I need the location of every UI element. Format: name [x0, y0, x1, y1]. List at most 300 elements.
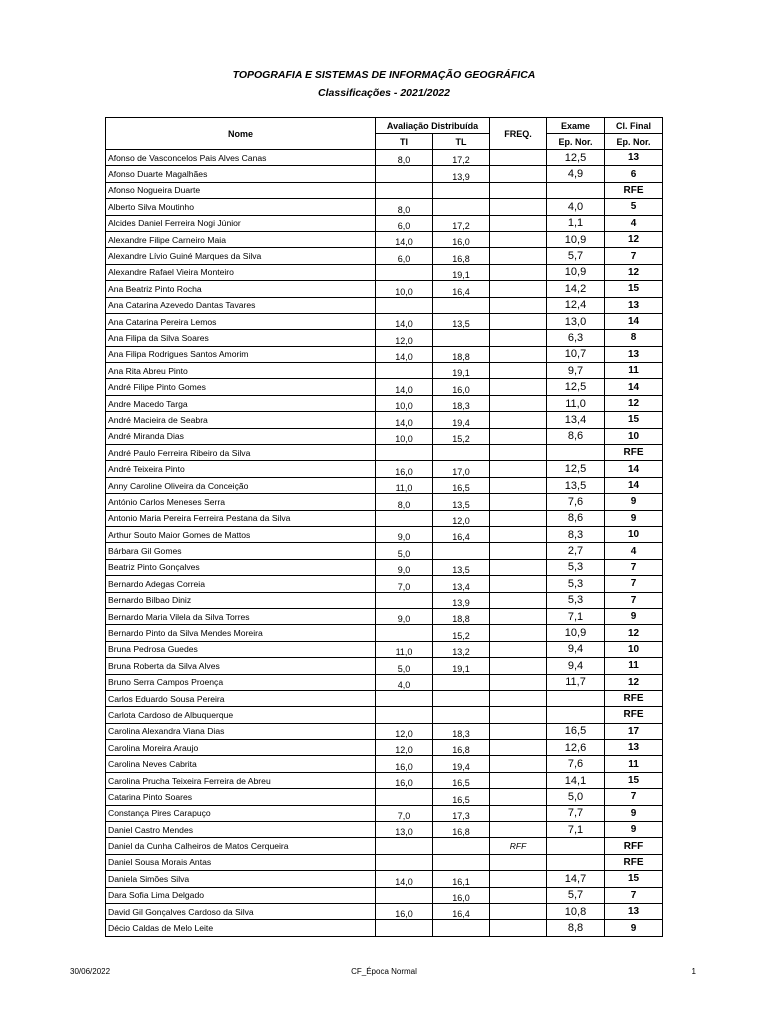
table-row — [106, 920, 663, 936]
table-row — [106, 526, 663, 542]
freq-cell — [490, 903, 547, 919]
student-name-cell: Daniela Simões Silva — [106, 871, 376, 887]
student-name-cell: Antonio Maria Pereira Ferreira Pestana da Silva — [106, 510, 376, 526]
table-row — [106, 756, 663, 772]
final-grade-cell: 14 — [605, 477, 663, 493]
exam-grade-cell: 10,9 — [547, 264, 605, 280]
tl-grade-cell: 16,8 — [433, 822, 490, 838]
ti-grade-cell: 12,0 — [376, 723, 433, 739]
student-name-cell: Ana Filipa da Silva Soares — [106, 330, 376, 346]
freq-cell — [490, 428, 547, 444]
exam-grade-cell — [547, 707, 605, 723]
ti-grade-cell: 16,0 — [376, 903, 433, 919]
exam-grade-cell: 12,6 — [547, 740, 605, 756]
table-row — [106, 281, 663, 297]
student-name-cell: Bárbara Gil Gomes — [106, 543, 376, 559]
table-row — [106, 494, 663, 510]
tl-grade-cell: 13,2 — [433, 641, 490, 657]
exam-grade-cell: 7,7 — [547, 805, 605, 821]
ti-grade-cell — [376, 887, 433, 903]
header-ti: TI — [376, 134, 433, 150]
freq-cell — [490, 641, 547, 657]
exam-grade-cell: 5,3 — [547, 576, 605, 592]
header-exame-epoca: Ep. Nor. — [547, 134, 605, 150]
exam-grade-cell — [547, 182, 605, 198]
table-row — [106, 412, 663, 428]
tl-grade-cell: 17,2 — [433, 150, 490, 166]
exam-grade-cell: 10,8 — [547, 903, 605, 919]
tl-grade-cell: 16,0 — [433, 379, 490, 395]
freq-cell — [490, 756, 547, 772]
student-name-cell: Bernardo Pinto da Silva Mendes Moreira — [106, 625, 376, 641]
freq-cell — [490, 346, 547, 362]
tl-grade-cell: 19,1 — [433, 363, 490, 379]
freq-cell — [490, 166, 547, 182]
student-name-cell: António Carlos Meneses Serra — [106, 494, 376, 510]
footer-sheet-name: CF_Época Normal — [351, 967, 417, 976]
exam-grade-cell — [547, 690, 605, 706]
exam-grade-cell — [547, 854, 605, 870]
final-grade-cell: 14 — [605, 313, 663, 329]
student-name-cell: Ana Filipa Rodrigues Santos Amorim — [106, 346, 376, 362]
tl-grade-cell: 19,1 — [433, 264, 490, 280]
table-row — [106, 395, 663, 411]
table-row — [106, 297, 663, 313]
tl-grade-cell: 16,4 — [433, 281, 490, 297]
final-grade-cell: 13 — [605, 346, 663, 362]
exam-grade-cell: 8,3 — [547, 526, 605, 542]
freq-cell — [490, 592, 547, 608]
student-name-cell: Anny Caroline Oliveira da Conceição — [106, 477, 376, 493]
final-grade-cell: 9 — [605, 510, 663, 526]
ti-grade-cell: 14,0 — [376, 412, 433, 428]
grades-table-body — [106, 150, 663, 937]
ti-grade-cell — [376, 445, 433, 461]
tl-grade-cell — [433, 920, 490, 936]
final-grade-cell: 4 — [605, 543, 663, 559]
tl-grade-cell — [433, 330, 490, 346]
tl-grade-cell: 18,3 — [433, 395, 490, 411]
exam-grade-cell: 12,5 — [547, 150, 605, 166]
freq-cell — [490, 412, 547, 428]
student-name-cell: Afonso de Vasconcelos Pais Alves Canas — [106, 150, 376, 166]
table-row — [106, 477, 663, 493]
ti-grade-cell: 14,0 — [376, 379, 433, 395]
freq-cell — [490, 887, 547, 903]
freq-cell — [490, 822, 547, 838]
ti-grade-cell — [376, 625, 433, 641]
student-name-cell: Bruno Serra Campos Proença — [106, 674, 376, 690]
tl-grade-cell: 19,1 — [433, 658, 490, 674]
ti-grade-cell — [376, 264, 433, 280]
table-row — [106, 871, 663, 887]
tl-grade-cell: 18,8 — [433, 608, 490, 624]
ti-grade-cell — [376, 707, 433, 723]
freq-cell — [490, 559, 547, 575]
freq-cell: RFF — [490, 838, 547, 854]
student-name-cell: Carolina Alexandra Viana Dias — [106, 723, 376, 739]
final-grade-cell: 7 — [605, 789, 663, 805]
table-row — [106, 690, 663, 706]
student-name-cell: Catarina Pinto Soares — [106, 789, 376, 805]
ti-grade-cell: 16,0 — [376, 772, 433, 788]
final-grade-cell: 11 — [605, 658, 663, 674]
final-grade-cell: 11 — [605, 363, 663, 379]
header-exame: Exame — [547, 118, 605, 134]
student-name-cell: Carolina Moreira Araujo — [106, 740, 376, 756]
ti-grade-cell: 12,0 — [376, 330, 433, 346]
ti-grade-cell — [376, 838, 433, 854]
final-grade-cell: RFE — [605, 690, 663, 706]
tl-grade-cell: 13,9 — [433, 592, 490, 608]
freq-cell — [490, 264, 547, 280]
exam-grade-cell: 8,6 — [547, 510, 605, 526]
final-grade-cell: 9 — [605, 920, 663, 936]
student-name-cell: Daniel Sousa Morais Antas — [106, 854, 376, 870]
tl-grade-cell: 13,9 — [433, 166, 490, 182]
table-row — [106, 641, 663, 657]
freq-cell — [490, 707, 547, 723]
ti-grade-cell: 16,0 — [376, 756, 433, 772]
ti-grade-cell: 9,0 — [376, 559, 433, 575]
freq-cell — [490, 510, 547, 526]
header-avaliacao: Avaliação Distribuída — [376, 118, 490, 134]
ti-grade-cell: 10,0 — [376, 428, 433, 444]
freq-cell — [490, 215, 547, 231]
tl-grade-cell: 16,8 — [433, 740, 490, 756]
exam-grade-cell: 5,0 — [547, 789, 605, 805]
tl-grade-cell: 19,4 — [433, 412, 490, 428]
ti-grade-cell: 11,0 — [376, 477, 433, 493]
tl-grade-cell — [433, 707, 490, 723]
tl-grade-cell: 15,2 — [433, 625, 490, 641]
freq-cell — [490, 526, 547, 542]
exam-grade-cell: 8,6 — [547, 428, 605, 444]
final-grade-cell: 4 — [605, 215, 663, 231]
tl-grade-cell — [433, 199, 490, 215]
exam-grade-cell: 14,7 — [547, 871, 605, 887]
ti-grade-cell: 14,0 — [376, 313, 433, 329]
final-grade-cell: 10 — [605, 641, 663, 657]
tl-grade-cell: 16,5 — [433, 477, 490, 493]
freq-cell — [490, 363, 547, 379]
student-name-cell: Décio Caldas de Melo Leite — [106, 920, 376, 936]
tl-grade-cell: 19,4 — [433, 756, 490, 772]
student-name-cell: Alcides Daniel Ferreira Nogi Júnior — [106, 215, 376, 231]
final-grade-cell: RFE — [605, 182, 663, 198]
freq-cell — [490, 690, 547, 706]
student-name-cell: Alexandre Rafael Vieira Monteiro — [106, 264, 376, 280]
exam-grade-cell: 14,2 — [547, 281, 605, 297]
ti-grade-cell: 11,0 — [376, 641, 433, 657]
freq-cell — [490, 805, 547, 821]
final-grade-cell: 10 — [605, 428, 663, 444]
grades-table — [105, 117, 663, 937]
freq-cell — [490, 674, 547, 690]
tl-grade-cell: 18,8 — [433, 346, 490, 362]
table-row — [106, 330, 663, 346]
tl-grade-cell: 16,4 — [433, 903, 490, 919]
freq-cell — [490, 477, 547, 493]
table-row — [106, 576, 663, 592]
tl-grade-cell — [433, 297, 490, 313]
tl-grade-cell — [433, 838, 490, 854]
exam-grade-cell: 1,1 — [547, 215, 605, 231]
tl-grade-cell: 13,5 — [433, 313, 490, 329]
final-grade-cell: 17 — [605, 723, 663, 739]
table-row — [106, 772, 663, 788]
final-grade-cell: RFF — [605, 838, 663, 854]
table-row — [106, 887, 663, 903]
final-grade-cell: 15 — [605, 772, 663, 788]
student-name-cell: Alexandre Filipe Carneiro Maia — [106, 231, 376, 247]
table-row — [106, 379, 663, 395]
freq-cell — [490, 379, 547, 395]
ti-grade-cell — [376, 182, 433, 198]
table-row — [106, 707, 663, 723]
student-name-cell: Bruna Pedrosa Guedes — [106, 641, 376, 657]
final-grade-cell: RFE — [605, 445, 663, 461]
final-grade-cell: 13 — [605, 297, 663, 313]
ti-grade-cell: 14,0 — [376, 871, 433, 887]
header-final-epoca: Ep. Nor. — [605, 134, 663, 150]
tl-grade-cell: 16,5 — [433, 772, 490, 788]
ti-grade-cell: 6,0 — [376, 248, 433, 264]
final-grade-cell: 9 — [605, 608, 663, 624]
table-row — [106, 625, 663, 641]
ti-grade-cell — [376, 789, 433, 805]
table-row — [106, 740, 663, 756]
student-name-cell: Carlota Cardoso de Albuquerque — [106, 707, 376, 723]
ti-grade-cell: 4,0 — [376, 674, 433, 690]
final-grade-cell: 12 — [605, 231, 663, 247]
table-row — [106, 428, 663, 444]
table-row — [106, 903, 663, 919]
final-grade-cell: 14 — [605, 461, 663, 477]
table-row — [106, 150, 663, 166]
tl-grade-cell: 13,4 — [433, 576, 490, 592]
freq-cell — [490, 871, 547, 887]
freq-cell — [490, 494, 547, 510]
freq-cell — [490, 576, 547, 592]
table-row — [106, 805, 663, 821]
tl-grade-cell: 13,5 — [433, 559, 490, 575]
tl-grade-cell: 16,5 — [433, 789, 490, 805]
freq-cell — [490, 789, 547, 805]
tl-grade-cell: 16,0 — [433, 887, 490, 903]
final-grade-cell: 6 — [605, 166, 663, 182]
student-name-cell: Bernardo Bilbao Diniz — [106, 592, 376, 608]
header-nome: Nome — [106, 118, 376, 150]
ti-grade-cell — [376, 592, 433, 608]
exam-grade-cell: 4,9 — [547, 166, 605, 182]
exam-grade-cell: 10,9 — [547, 625, 605, 641]
student-name-cell: Daniel Castro Mendes — [106, 822, 376, 838]
ti-grade-cell: 7,0 — [376, 576, 433, 592]
final-grade-cell: 15 — [605, 871, 663, 887]
freq-cell — [490, 281, 547, 297]
tl-grade-cell — [433, 674, 490, 690]
table-row — [106, 199, 663, 215]
freq-cell — [490, 182, 547, 198]
tl-grade-cell: 18,3 — [433, 723, 490, 739]
ti-grade-cell: 6,0 — [376, 215, 433, 231]
ti-grade-cell: 9,0 — [376, 608, 433, 624]
table-row — [106, 215, 663, 231]
tl-grade-cell: 17,3 — [433, 805, 490, 821]
final-grade-cell: RFE — [605, 854, 663, 870]
exam-grade-cell: 13,5 — [547, 477, 605, 493]
freq-cell — [490, 248, 547, 264]
exam-grade-cell: 9,4 — [547, 641, 605, 657]
table-row — [106, 313, 663, 329]
student-name-cell: Daniel da Cunha Calheiros de Matos Cerqueira — [106, 838, 376, 854]
freq-cell — [490, 543, 547, 559]
footer-date: 30/06/2022 — [70, 967, 111, 976]
header-final: Cl. Final — [605, 118, 663, 134]
exam-grade-cell: 4,0 — [547, 199, 605, 215]
student-name-cell: André Miranda Dias — [106, 428, 376, 444]
table-row — [106, 723, 663, 739]
ti-grade-cell — [376, 363, 433, 379]
student-name-cell: André Macieira de Seabra — [106, 412, 376, 428]
tl-grade-cell: 16,8 — [433, 248, 490, 264]
ti-grade-cell: 10,0 — [376, 281, 433, 297]
final-grade-cell: 15 — [605, 412, 663, 428]
ti-grade-cell: 10,0 — [376, 395, 433, 411]
tl-grade-cell — [433, 543, 490, 559]
header-freq: FREQ. — [490, 118, 547, 150]
document-title: TOPOGRAFIA E SISTEMAS DE INFORMAÇÃO GEOGRÁFICA — [232, 69, 536, 81]
tl-grade-cell: 17,0 — [433, 461, 490, 477]
freq-cell — [490, 740, 547, 756]
exam-grade-cell: 2,7 — [547, 543, 605, 559]
tl-grade-cell — [433, 854, 490, 870]
tl-grade-cell: 16,4 — [433, 526, 490, 542]
table-row — [106, 445, 663, 461]
ti-grade-cell: 8,0 — [376, 494, 433, 510]
document-subtitle: Classificações - 2021/2022 — [318, 87, 450, 99]
freq-cell — [490, 461, 547, 477]
table-row — [106, 822, 663, 838]
table-row — [106, 461, 663, 477]
student-name-cell: Arthur Souto Maior Gomes de Mattos — [106, 526, 376, 542]
exam-grade-cell: 7,6 — [547, 494, 605, 510]
student-name-cell: Carolina Prucha Teixeira Ferreira de Abreu — [106, 772, 376, 788]
freq-cell — [490, 772, 547, 788]
final-grade-cell: RFE — [605, 707, 663, 723]
exam-grade-cell: 10,9 — [547, 231, 605, 247]
exam-grade-cell: 9,4 — [547, 658, 605, 674]
table-row — [106, 543, 663, 559]
table-row — [106, 789, 663, 805]
exam-grade-cell: 7,6 — [547, 756, 605, 772]
student-name-cell: Bernardo Maria Vilela da Silva Torres — [106, 608, 376, 624]
student-name-cell: Carlos Eduardo Sousa Pereira — [106, 690, 376, 706]
ti-grade-cell: 5,0 — [376, 543, 433, 559]
freq-cell — [490, 297, 547, 313]
tl-grade-cell: 13,5 — [433, 494, 490, 510]
exam-grade-cell: 5,7 — [547, 248, 605, 264]
ti-grade-cell: 8,0 — [376, 150, 433, 166]
ti-grade-cell: 9,0 — [376, 526, 433, 542]
header-tl: TL — [433, 134, 490, 150]
table-row — [106, 182, 663, 198]
final-grade-cell: 7 — [605, 248, 663, 264]
final-grade-cell: 15 — [605, 281, 663, 297]
student-name-cell: David Gil Gonçalves Cardoso da Silva — [106, 903, 376, 919]
ti-grade-cell — [376, 690, 433, 706]
freq-cell — [490, 231, 547, 247]
tl-grade-cell: 16,0 — [433, 231, 490, 247]
student-name-cell: Dara Sofia Lima Delgado — [106, 887, 376, 903]
exam-grade-cell: 12,5 — [547, 461, 605, 477]
final-grade-cell: 11 — [605, 756, 663, 772]
table-row — [106, 674, 663, 690]
final-grade-cell: 12 — [605, 395, 663, 411]
ti-grade-cell: 12,0 — [376, 740, 433, 756]
student-name-cell: André Teixeira Pinto — [106, 461, 376, 477]
exam-grade-cell: 12,5 — [547, 379, 605, 395]
table-row — [106, 363, 663, 379]
student-name-cell: Alexandre Lívio Guiné Marques da Silva — [106, 248, 376, 264]
ti-grade-cell — [376, 166, 433, 182]
ti-grade-cell: 13,0 — [376, 822, 433, 838]
table-row — [106, 608, 663, 624]
exam-grade-cell: 12,4 — [547, 297, 605, 313]
exam-grade-cell: 16,5 — [547, 723, 605, 739]
exam-grade-cell: 14,1 — [547, 772, 605, 788]
ti-grade-cell: 14,0 — [376, 231, 433, 247]
tl-grade-cell: 15,2 — [433, 428, 490, 444]
student-name-cell: Constança Pires Carapuço — [106, 805, 376, 821]
final-grade-cell: 7 — [605, 592, 663, 608]
exam-grade-cell — [547, 838, 605, 854]
final-grade-cell: 7 — [605, 559, 663, 575]
student-name-cell: Ana Beatriz Pinto Rocha — [106, 281, 376, 297]
ti-grade-cell — [376, 510, 433, 526]
final-grade-cell: 9 — [605, 805, 663, 821]
tl-grade-cell: 16,1 — [433, 871, 490, 887]
exam-grade-cell: 5,3 — [547, 592, 605, 608]
student-name-cell: André Paulo Ferreira Ribeiro da Silva — [106, 445, 376, 461]
table-row — [106, 166, 663, 182]
ti-grade-cell — [376, 297, 433, 313]
exam-grade-cell: 8,8 — [547, 920, 605, 936]
ti-grade-cell: 16,0 — [376, 461, 433, 477]
student-name-cell: Beatriz Pinto Gonçalves — [106, 559, 376, 575]
student-name-cell: Afonso Duarte Magalhães — [106, 166, 376, 182]
tl-grade-cell — [433, 690, 490, 706]
exam-grade-cell: 13,4 — [547, 412, 605, 428]
final-grade-cell: 13 — [605, 903, 663, 919]
freq-cell — [490, 854, 547, 870]
final-grade-cell: 9 — [605, 494, 663, 510]
student-name-cell: Bruna Roberta da Silva Alves — [106, 658, 376, 674]
table-row — [106, 264, 663, 280]
tl-grade-cell: 12,0 — [433, 510, 490, 526]
freq-cell — [490, 150, 547, 166]
final-grade-cell: 10 — [605, 526, 663, 542]
final-grade-cell: 12 — [605, 264, 663, 280]
table-row — [106, 346, 663, 362]
exam-grade-cell: 5,7 — [547, 887, 605, 903]
exam-grade-cell — [547, 445, 605, 461]
final-grade-cell: 12 — [605, 625, 663, 641]
freq-cell — [490, 330, 547, 346]
footer-page-number: 1 — [691, 967, 696, 976]
table-row — [106, 510, 663, 526]
